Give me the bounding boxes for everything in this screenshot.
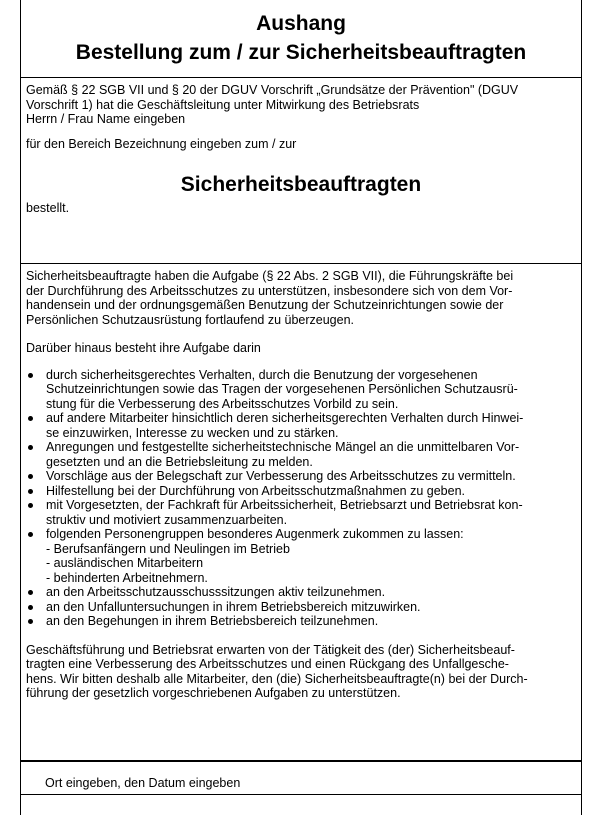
title-block: [21, 0, 581, 78]
title-line-2: Bestellung zum / zur Sicherheitsbeauftragten: [75, 41, 527, 64]
list-item: [26, 527, 576, 585]
text-line: tragten eine Verbesserung des Arbeitsschutzes und einen Rückgang des Unfallgesche-: [26, 657, 509, 671]
text-line: folgenden Personengruppen besonderes Augenmerk zukommen zu lassen:: [46, 527, 464, 541]
text-line: Persönlichen Schutzausrüstung fortlaufend zu überzeugen.: [26, 312, 354, 327]
text-line: auf andere Mitarbeiter hinsichtlich deren sicherheitsgerechten Verhalten durch Hinwei-: [46, 411, 524, 425]
text-line: durch sicherheitsgerechtes Verhalten, durch die Benutzung der vorgesehenen: [46, 367, 478, 382]
tasks-paragraph-2: Darüber hinaus besteht ihre Aufgabe darin: [26, 341, 261, 355]
appointment-block: [21, 78, 581, 264]
text-line: Anregungen und festgestellte sicherheitstechnische Mängel an die unmittelbaren Vor-: [46, 440, 520, 454]
intro-line-2: Vorschrift 1) hat die Geschäftsleitung unter Mitwirkung des Betriebsrats: [26, 97, 420, 112]
list-item: [26, 469, 576, 484]
text-line: struktiv und motiviert zusammenzuarbeiten.: [46, 512, 288, 527]
text-line: der Durchführung des Arbeitsschutzes zu unterstützen, insbesondere sich von dem Vor-: [26, 283, 513, 298]
name-field[interactable]: Herrn / Frau Name eingeben: [26, 112, 186, 126]
list-item: [26, 600, 576, 615]
tasks-paragraph-3: [26, 643, 576, 701]
text-line: Vorschläge aus der Belegschaft zur Verbesserung des Arbeitsschutzes zu vermitteln.: [46, 469, 516, 483]
text-line: hens. Wir bitten deshalb alle Mitarbeiter, den (die) Sicherheitsbeauftragte(n) bei der Durch-: [26, 671, 528, 686]
text-line: mit Vorgesetzten, der Fachkraft für Arbeitssicherheit, Betriebsarzt und Betriebsrat kon-: [46, 498, 523, 512]
place-date-block: [21, 762, 581, 795]
list-item: [26, 368, 576, 412]
list-item: [26, 440, 576, 469]
notice-document: [20, 0, 582, 815]
text-line: handensein und der ordnungsgemäßen Benutzung der Schutzeinrichtungen sowie der: [26, 298, 504, 312]
text-line: stung für die Verbesserung des Arbeitsschutzes Vorbild zu sein.: [46, 396, 399, 411]
role-heading: Sicherheitsbeauftragten: [180, 173, 422, 196]
text-line: Geschäftsführung und Betriebsrat erwarten von der Tätigkeit des (der) Sicherheitsbeauf-: [26, 642, 515, 657]
place-date-field[interactable]: Ort eingeben, den Datum eingeben: [45, 776, 241, 790]
tasks-paragraph-1: [26, 269, 576, 327]
text-line: gesetzten und an die Betriebsleitung zu melden.: [46, 454, 313, 469]
intro-line-1: Gemäß § 22 SGB VII und § 20 der DGUV Vorschrift „Grundsätze der Prävention" (DGUV: [26, 83, 519, 97]
text-line: an den Begehungen in ihrem Betriebsbereich teilzunehmen.: [46, 614, 379, 628]
text-line: se einzuwirken, Interesse zu wecken und zu stärken.: [46, 425, 339, 440]
title-line-1: Aushang: [256, 12, 346, 35]
tasks-block: [21, 264, 581, 762]
list-item: [26, 498, 576, 527]
list-item: [26, 614, 576, 629]
text-line: - Berufsanfängern und Neulingen im Betrieb: [46, 541, 290, 556]
list-item: [26, 411, 576, 440]
text-line: Schutzeinrichtungen sowie das Tragen der vorgesehenen Persönlichen Schutzausrü-: [46, 382, 518, 396]
text-line: führung der gesetzlich vorgeschriebenen Aufgaben zu unterstützen.: [26, 686, 401, 700]
text-line: - behinderten Arbeitnehmern.: [46, 570, 208, 585]
text-line: an den Arbeitsschutzausschusssitzungen aktiv teilzunehmen.: [46, 585, 386, 599]
text-line: an den Unfalluntersuchungen in ihrem Betriebsbereich mitzuwirken.: [46, 599, 421, 614]
area-field[interactable]: für den Bereich Bezeichnung eingeben zum / zur: [26, 136, 297, 151]
list-item: [26, 585, 576, 600]
text-line: Hilfestellung bei der Durchführung von Arbeitsschutzmaßnahmen zu geben.: [46, 483, 465, 498]
task-list: [26, 368, 576, 629]
closing-text: bestellt.: [26, 201, 70, 215]
list-item: [26, 484, 576, 499]
text-line: - ausländischen Mitarbeitern: [46, 556, 204, 570]
text-line: Sicherheitsbeauftragte haben die Aufgabe (§ 22 Abs. 2 SGB VII), die Führungskräfte bei: [26, 269, 514, 283]
